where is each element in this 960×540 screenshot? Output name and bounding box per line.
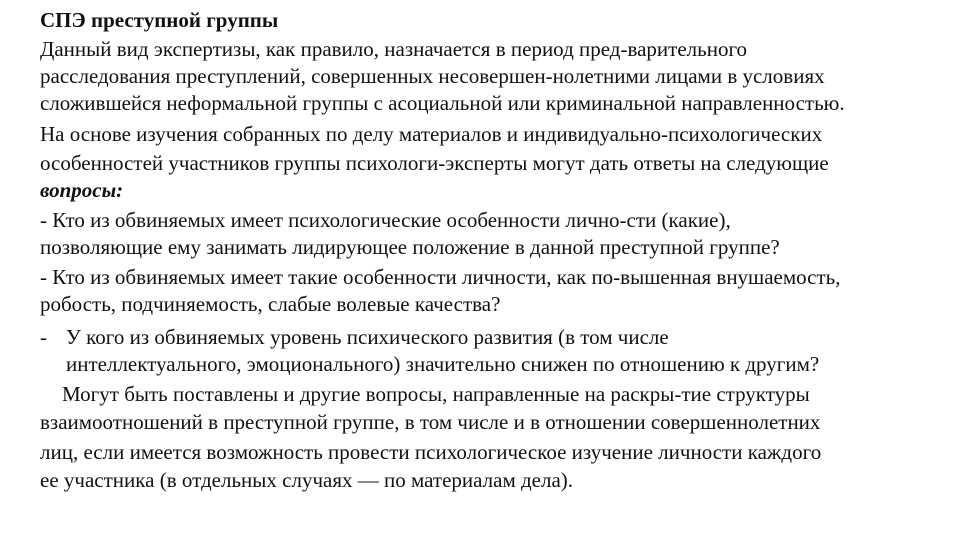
intro-line-3: сложившейся неформальной группы с асоциальной или криминальной направленностью. — [40, 91, 845, 115]
slide-title: СПЭ преступной группы — [40, 8, 279, 32]
intro-line-5: особенностей участников группы психологи-эксперты могут дать ответы на следующие — [40, 151, 829, 175]
question-1-line-2: позволяющие ему занимать лидирующее положение в данной преступной группе? — [40, 235, 780, 259]
question-3-line-1: У кого из обвиняемых уровень психического развития (в том числе — [66, 325, 669, 349]
question-1-line-1: - Кто из обвиняемых имеет психологические особенности лично-сти (какие), — [40, 208, 731, 232]
question-2-line-2: робость, подчиняемость, слабые волевые качества? — [40, 292, 501, 316]
intro-line-2: расследования преступлений, совершенных несовершен-нолетними лицами в условиях — [40, 64, 825, 88]
closing-line-1: Могут быть поставлены и другие вопросы, направленные на раскры-тие структуры — [62, 382, 810, 406]
questions-label: вопросы: — [40, 178, 124, 202]
closing-line-3: лиц, если имеется возможность провести психологическое изучение личности каждого — [40, 440, 822, 464]
closing-line-2: взаимоотношений в преступной группе, в том числе и в отношении совершеннолетних — [40, 410, 821, 434]
closing-line-4: ее участника (в отдельных случаях — по материалам дела). — [40, 468, 574, 492]
question-2-line-1: - Кто из обвиняемых имеет такие особенности личности, как по-вышенная внушаемость, — [40, 265, 841, 289]
intro-line-4: На основе изучения собранных по делу материалов и индивидуально-психологических — [40, 122, 823, 146]
intro-line-1: Данный вид экспертизы, как правило, назначается в период пред-варительного — [40, 37, 748, 61]
question-3-line-2: интеллектуального, эмоционального) значительно снижен по отношению к другим? — [66, 352, 820, 376]
question-3-dash: - — [40, 325, 47, 349]
